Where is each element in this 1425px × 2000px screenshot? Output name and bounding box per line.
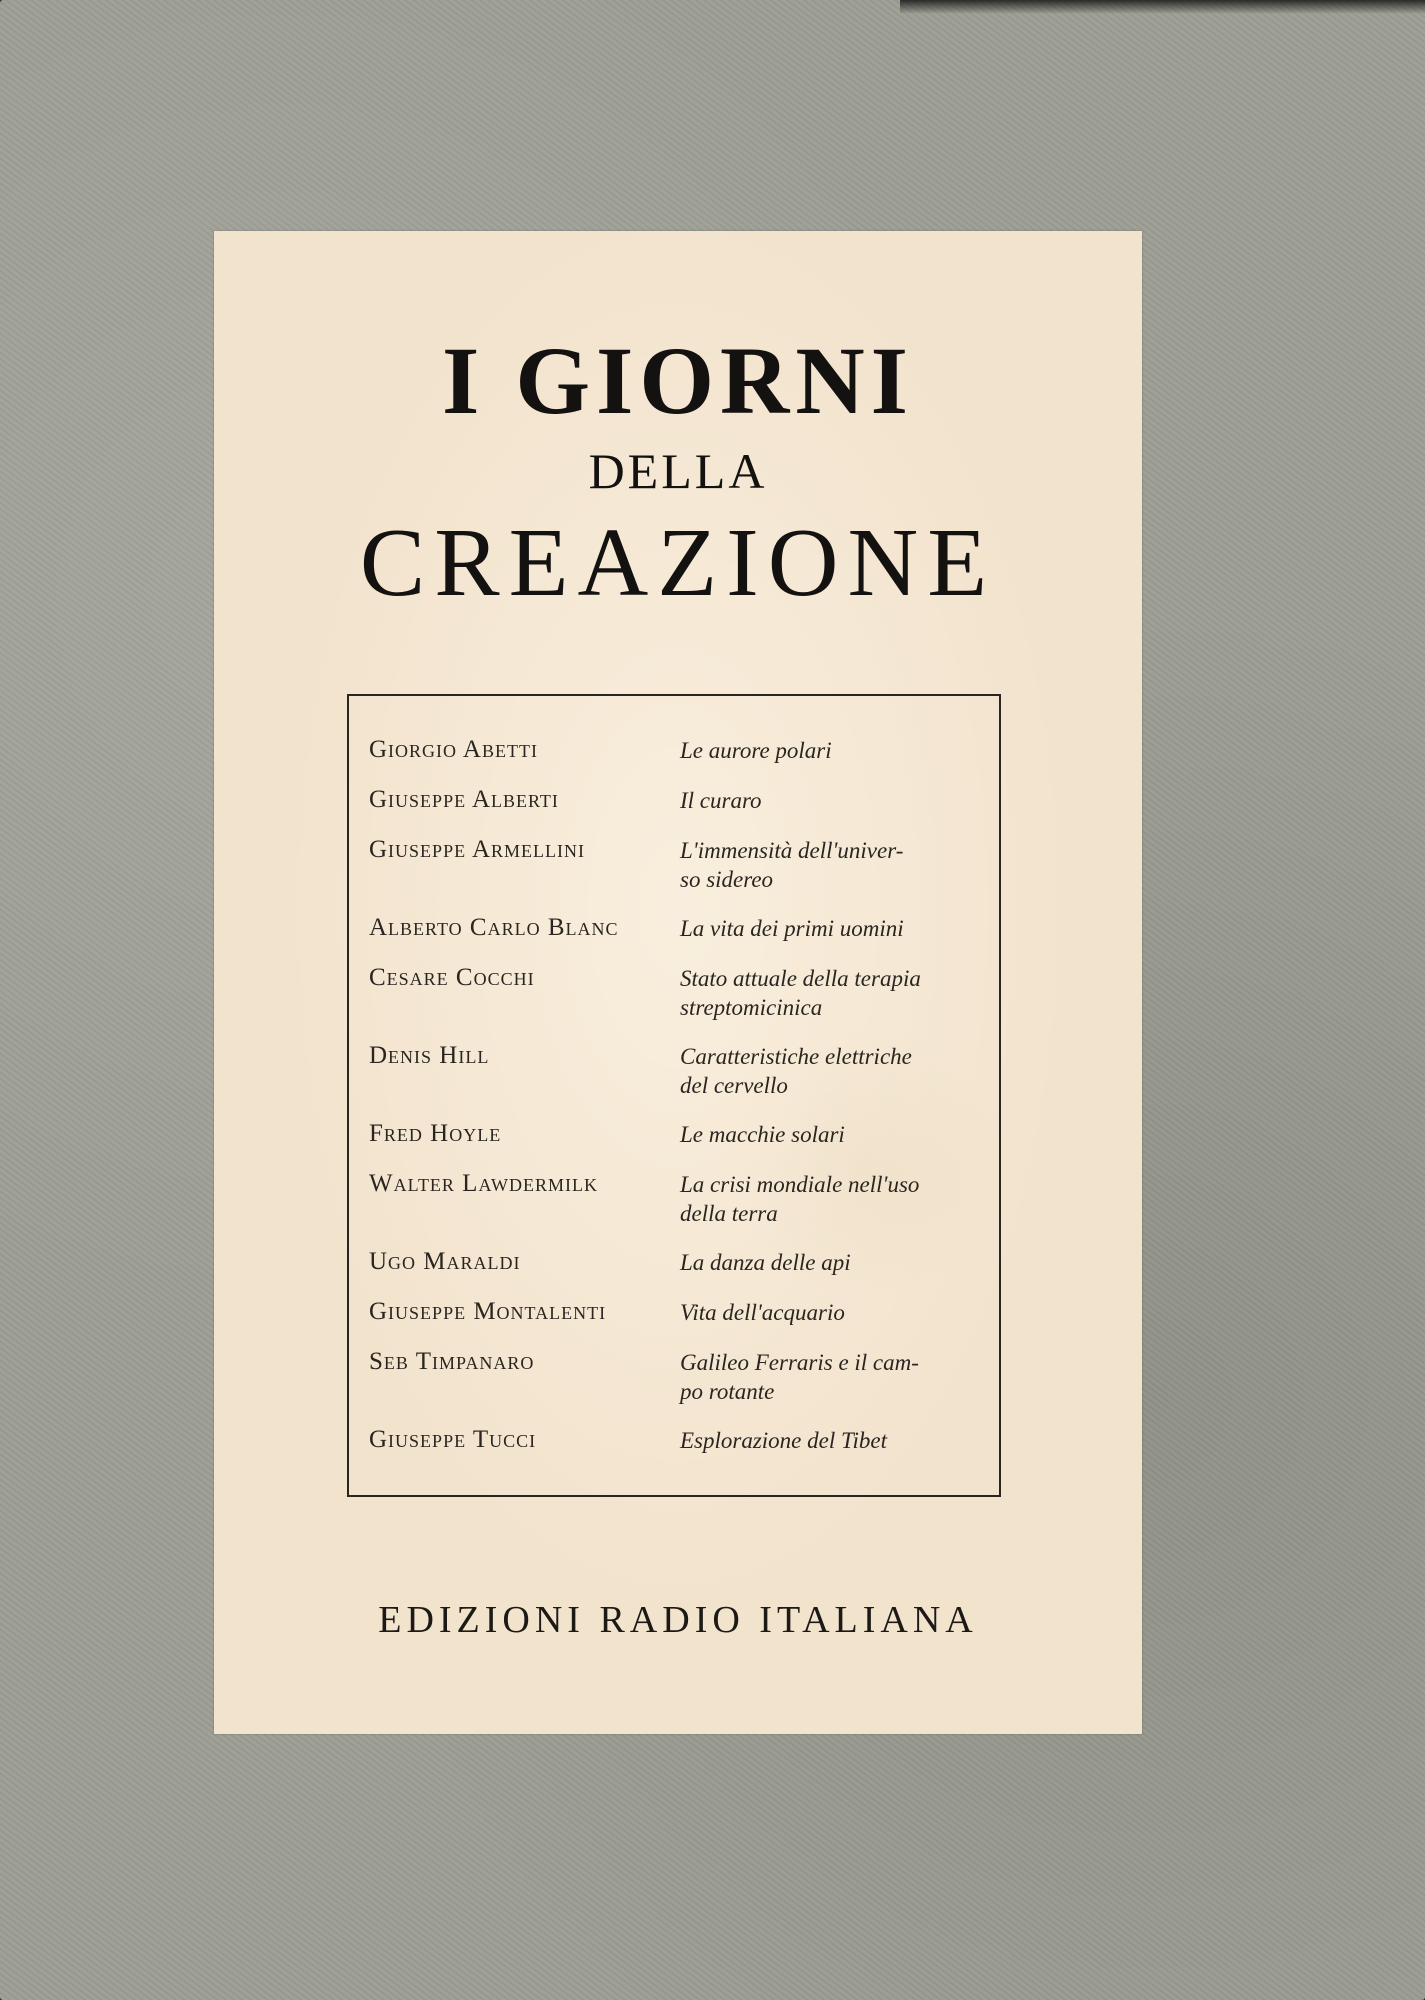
entry-work: La vita dei primi uomini <box>680 916 904 941</box>
entry-author: Ugo Maraldi <box>369 1248 521 1275</box>
title-line-1: I GIORNI <box>441 327 915 434</box>
entry-work: L'immensità dell'univer- so sidereo <box>680 838 904 892</box>
title-line-3: CREAZIONE <box>359 509 997 617</box>
cover-worn-edge <box>900 0 1425 14</box>
entry-author: Giuseppe Montalenti <box>369 1298 607 1325</box>
entry-work: Le aurore polari <box>680 738 832 763</box>
entry-work: La crisi mondiale nell'uso della terra <box>680 1172 920 1226</box>
entry-author: Giorgio Abetti <box>369 736 538 763</box>
contents-box <box>347 694 1001 1497</box>
publisher-name: EDIZIONI RADIO ITALIANA <box>378 1599 978 1641</box>
entry-author: Fred Hoyle <box>369 1120 502 1147</box>
entry-work: Le macchie solari <box>680 1122 845 1147</box>
entry-author: Walter Lawdermilk <box>369 1170 598 1197</box>
title-line-2: DELLA <box>588 443 768 499</box>
entry-work: Vita dell'acquario <box>680 1300 845 1325</box>
entry-work: La danza delle api <box>680 1250 851 1275</box>
entry-author: Denis Hill <box>369 1042 490 1069</box>
entry-author: Giuseppe Alberti <box>369 786 559 813</box>
entry-author: Seb Timpanaro <box>369 1348 535 1375</box>
entry-work: Esplorazione del Tibet <box>680 1428 887 1453</box>
title-label <box>214 231 1142 1734</box>
entry-work: Caratteristiche elettriche del cervello <box>680 1044 912 1098</box>
entry-work: Il curaro <box>680 788 762 813</box>
entry-work: Stato attuale della terapia streptomicinica <box>680 966 921 1020</box>
entry-work: Galileo Ferraris e il cam- po rotante <box>680 1350 919 1404</box>
entry-author: Cesare Cocchi <box>369 964 535 991</box>
entry-author: Giuseppe Armellini <box>369 836 585 863</box>
entry-author: Giuseppe Tucci <box>369 1426 537 1453</box>
entry-author: Alberto Carlo Blanc <box>369 914 619 941</box>
